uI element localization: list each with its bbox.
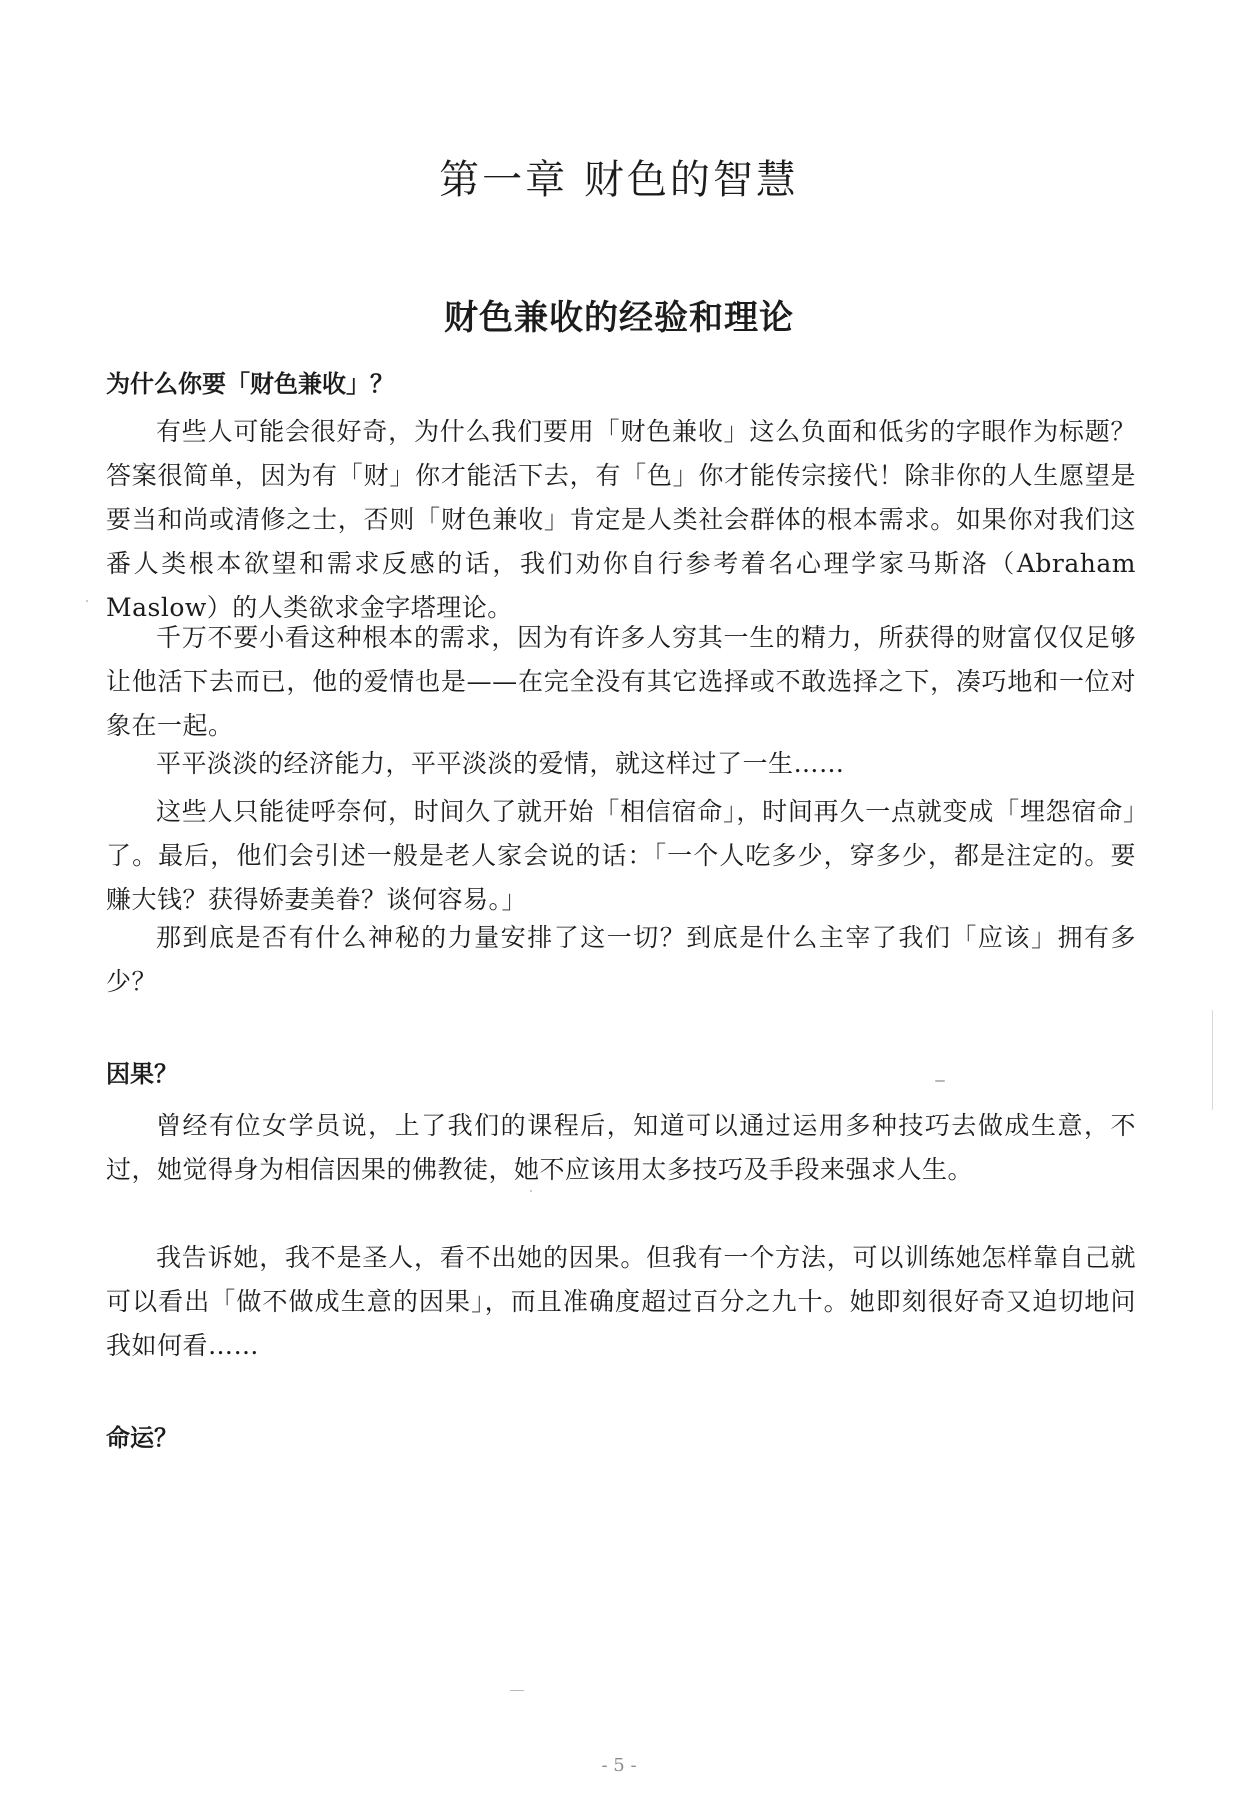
paragraph-text: 平平淡淡的经济能力，平平淡淡的爱情，就这样过了一生…… [156,749,845,778]
section-title: 财色兼收的经验和理论 [444,298,794,338]
paragraph [106,616,1136,748]
scan-speck [530,1190,532,1192]
section-destiny [106,1416,1136,1460]
scan-speck [86,600,88,602]
paragraph-text: 这些人只能徒呼奈何，时间久了就开始「相信宿命」，时间再久一点就变成「埋怨宿命」了。最后，他们会引述一般是老人家会说的话：「一个人吃多少，穿多少，都是注定的。要赚大钱？获得娇妻美眷？谈何容易。」 [106,797,1136,914]
section-cause-and-effect [106,1052,1136,1096]
paragraph [106,1236,1136,1368]
section-why-wealth-and-romance [106,362,1136,406]
paragraph-text: 曾经有位女学员说，上了我们的课程后，知道可以通过运用多种技巧去做成生意，不过，她觉得身为相信因果的佛教徒，她不应该用太多技巧及手段来强求人生。 [106,1111,1136,1184]
scan-speck [935,1080,945,1082]
section-heading: 因果？ [106,1059,178,1088]
paragraph-text: 那到底是否有什么神秘的力量安排了这一切？到底是什么主宰了我们「应该」拥有多少？ [106,923,1136,996]
paragraph [106,1104,1136,1192]
paragraph-text: 千万不要小看这种根本的需求，因为有许多人穷其一生的精力，所获得的财富仅仅足够让他活下去而已，他的爱情也是——在完全没有其它选择或不敢选择之下，凑巧地和一位对象在一起。 [106,623,1136,740]
paragraph [106,742,1136,786]
paragraph [106,916,1136,1004]
paragraph-text: 我告诉她，我不是圣人，看不出她的因果。但我有一个方法，可以训练她怎样靠自己就可以看出「做不做成生意的因果」，而且准确度超过百分之九十。她即刻很好奇又迫切地问我如何看…… [106,1243,1136,1360]
scan-speck [1212,1010,1213,1110]
page-number: - 5 - [601,1755,637,1776]
paragraph [106,410,1136,630]
chapter-title: 第一章 财色的智慧 [439,157,799,203]
paragraph [106,790,1136,922]
section-heading: 为什么你要「财色兼收」？ [106,369,394,398]
section-heading: 命运？ [106,1423,178,1452]
paragraph-text: 有些人可能会很好奇，为什么我们要用「财色兼收」这么负面和低劣的字眼作为标题？答案很简单，因为有「财」你才能活下去，有「色」你才能传宗接代！除非你的人生愿望是要当和尚或清修之士，否则「财色兼收」肯定是人类社会群体的根本需求。如果你对我们这番人类根本欲望和需求反感的话，我们劝你自行参考着名心理学家马斯洛（Abraham Maslow）的人类欲求金字塔理论。 [106,417,1136,622]
scan-speck [510,1690,524,1691]
